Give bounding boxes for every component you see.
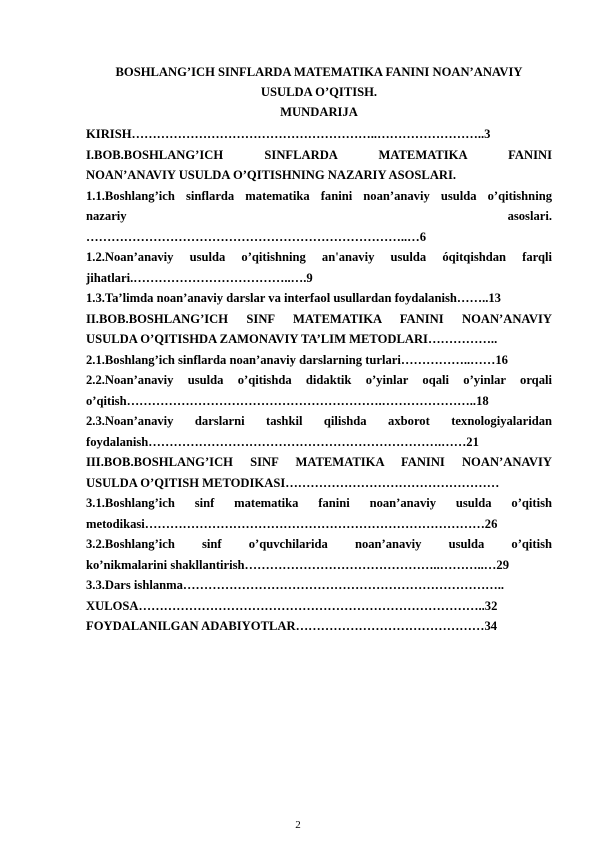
toc-section-1-1-line3: …………………………………………………………………..…6 xyxy=(86,229,427,244)
toc-chapter-2-line1: II.BOB.BOSHLANG’ICH SINF MATEMATIKA FANINI NOAN’ANAVIY xyxy=(86,311,552,326)
toc-entry-references: FOYDALANILGAN ADABIYOTLAR………………………………………34 xyxy=(86,619,498,633)
toc-section-2-3-line2: foydalanish…………………………………………………………….……21 xyxy=(86,434,479,449)
toc-section-1-2-line1: 1.2.Noan’anaviy usulda o’qitishning an'anaviy usulda óqitqishdan farqli xyxy=(86,250,552,264)
toc-section-3-1-line1: 3.1.Boshlang’ich sinf matematika fanini noan’anaviy usulda o’qitish xyxy=(86,496,552,510)
document-page xyxy=(86,62,552,637)
toc-section-1-1-line1: 1.1.Boshlang’ich sinflarda matematika fanini noan’anaviy usulda o’qitishning xyxy=(86,188,552,203)
toc-section-3-1-line2: metodikasi………………………………………………………………………26 xyxy=(86,516,498,531)
toc-chapter-3-line2: USULDA O’QITISH METODIKASI…………………………………………… xyxy=(86,475,500,490)
contents-heading: MUNDARIJA xyxy=(280,105,358,119)
toc-chapter-3-line1: III.BOB.BOSHLANG’ICH SINF MATEMATIKA FANINI NOAN’ANAVIY xyxy=(86,455,552,469)
toc-section-2-2-line2: o’qitish…………………………………………………….…………………..18 xyxy=(86,393,489,408)
page-number: 2 xyxy=(295,819,301,831)
table-of-contents xyxy=(86,124,552,637)
toc-chapter-2-line2: USULDA O’QITISHDA ZAMONAVIY TA’LIM METODLARI…………….. xyxy=(86,332,498,346)
document-title-line1: BOSHLANG’ICH SINFLARDA MATEMATIKA FANINI NOAN’ANAVIY xyxy=(115,65,523,79)
toc-section-1-2-line2: jihatlari.………………………………..….9 xyxy=(86,270,313,285)
toc-section-2-1: 2.1.Boshlang’ich sinflarda noan’anaviy darslarning turlari……………..……16 xyxy=(86,352,508,367)
toc-section-3-2-line2: ko’nikmalarini shakllantirish………………………………………..………..…29 xyxy=(86,557,509,572)
toc-entry-kirish: KIRISH…………………………………………………..……………………..3 xyxy=(86,127,491,141)
toc-chapter-1-line2: NOAN’ANAVIY USULDA O’QITISHNING NAZARIY ASOSLARI. xyxy=(86,168,457,182)
toc-section-2-3-line1: 2.3.Noan’anaviy darslarni tashkil qilishda axborot texnologiyalaridan xyxy=(86,414,552,428)
toc-section-3-3: 3.3.Dars ishlanma………………………………………………………………….. xyxy=(86,578,505,592)
toc-chapter-1-line1: I.BOB.BOSHLANG’ICH SINFLARDA MATEMATIKA FANINI xyxy=(86,147,552,162)
toc-section-1-3: 1.3.Ta’limda noan’anaviy darslar va interfaol usullardan foydalanish……..13 xyxy=(86,291,501,305)
toc-entry-xulosa: XULOSA………………………………………………………………………..32 xyxy=(86,598,498,613)
toc-section-2-2-line1: 2.2.Noan’anaviy usulda o’qitishda didaktik o’yinlar oqali o’yinlar orqali xyxy=(86,373,552,387)
toc-section-1-1-line2: nazariy asoslari. xyxy=(86,209,552,223)
toc-section-3-2-line1: 3.2.Boshlang’ich sinf o’quvchilarida noan’anaviy usulda o’qitish xyxy=(86,537,552,551)
document-title-line2: USULDA O’QITISH. xyxy=(260,85,378,99)
